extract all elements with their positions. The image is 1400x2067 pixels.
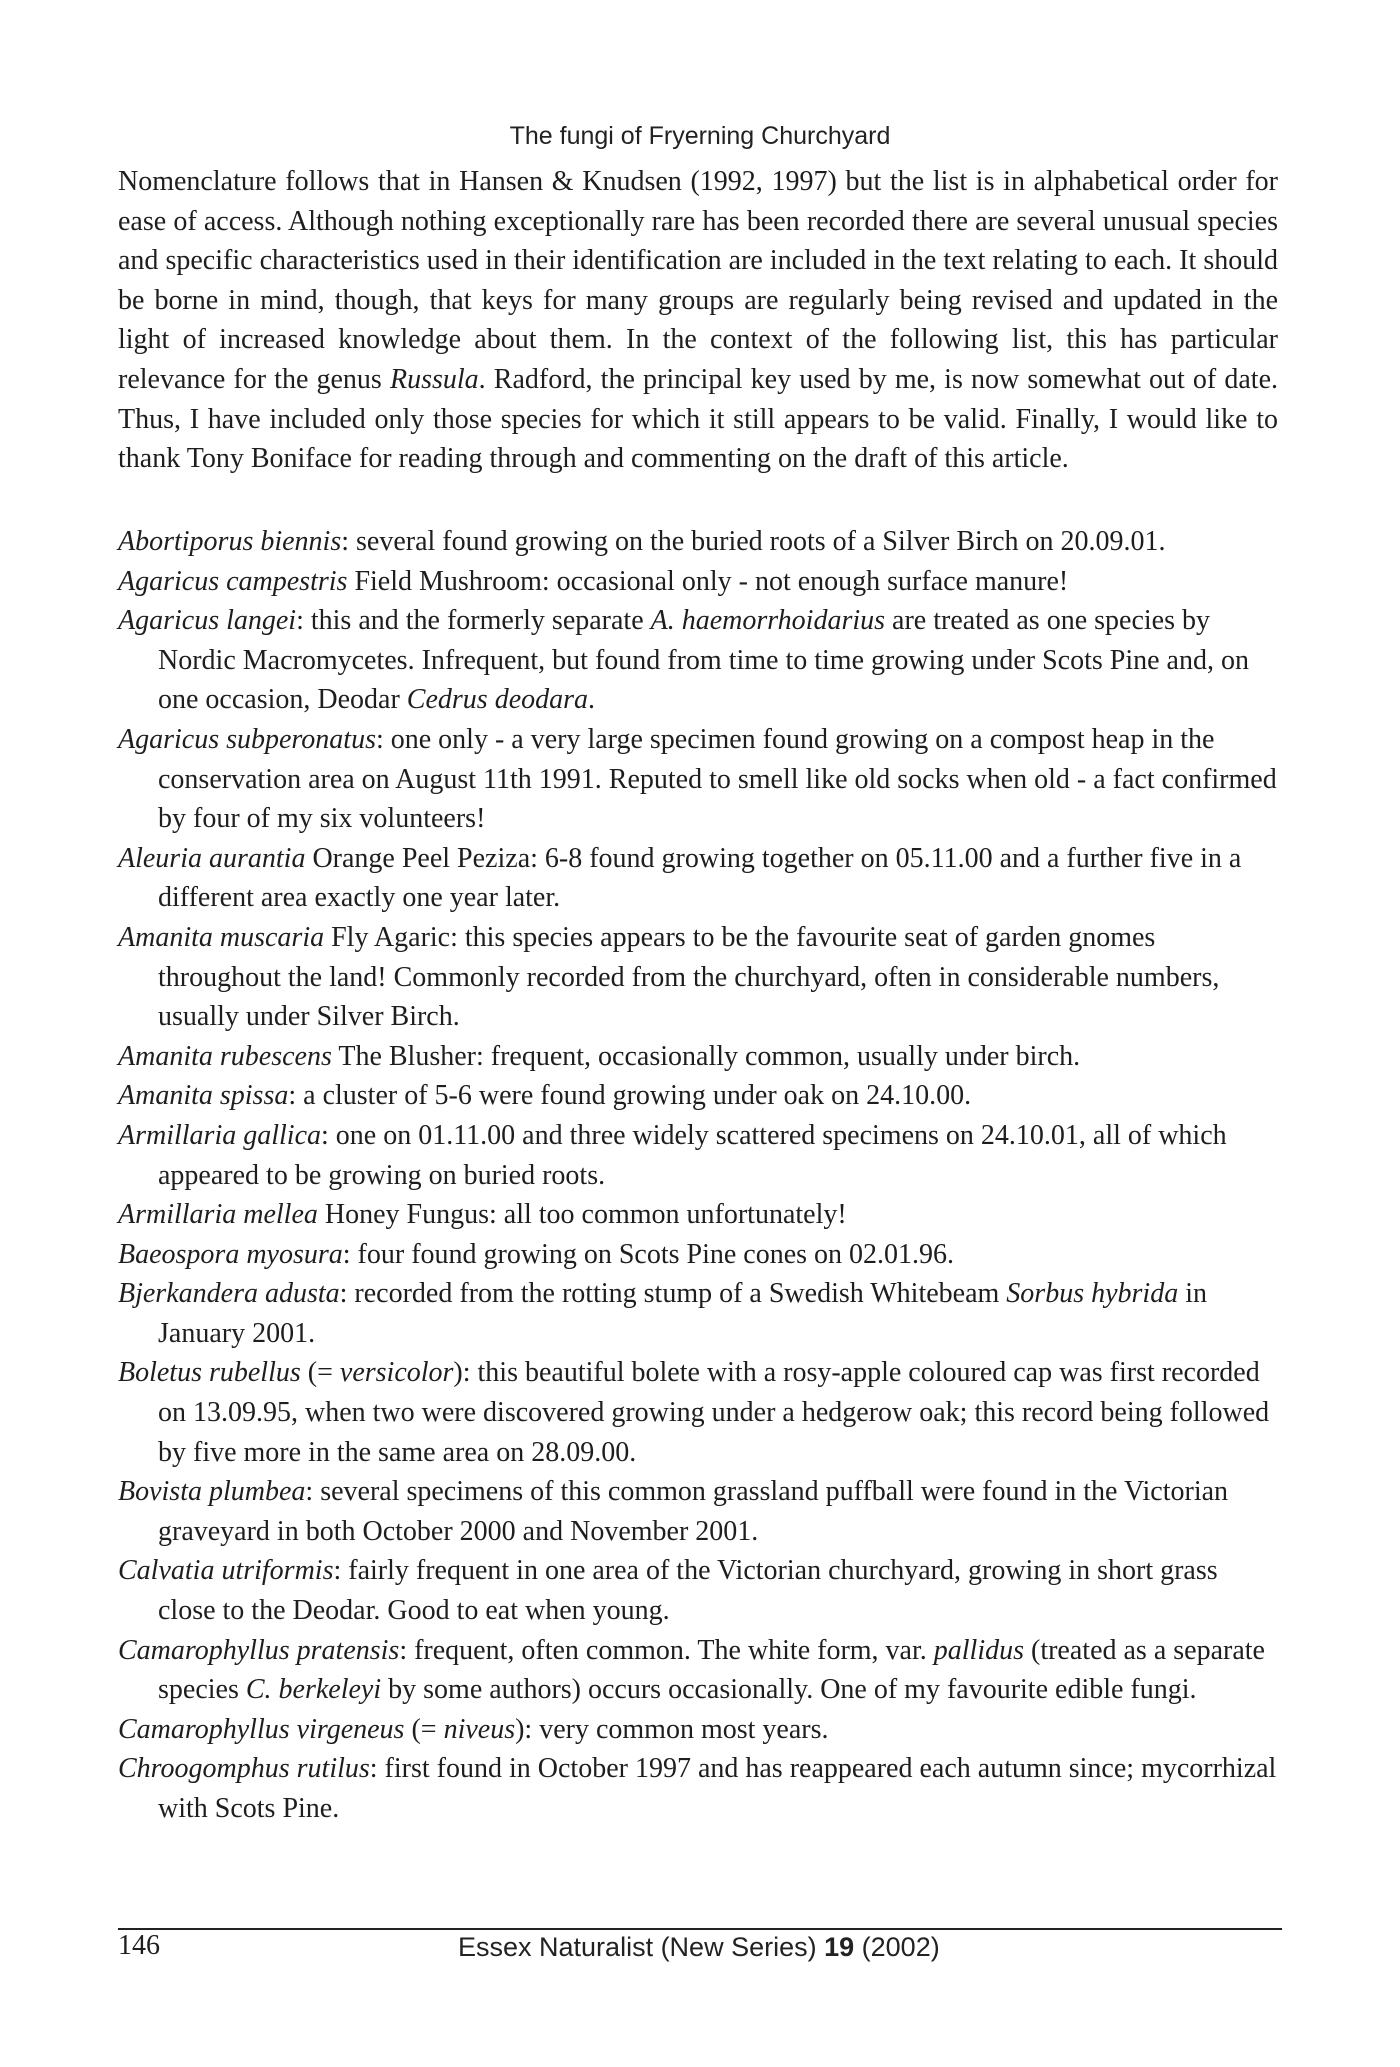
- species-description: by some authors) occurs occasionally. One of my favourite edible fungi.: [381, 1674, 1197, 1706]
- species-entry-amanita-muscaria: [118, 918, 1278, 1037]
- species-entry-baeospora: [118, 1235, 1278, 1275]
- species-description: : several found growing on the buried roots of a Silver Birch on 20.09.01.: [341, 526, 1166, 557]
- species-description: : fairly frequent in one area of the Victorian churchyard, growing in short grass close to the Deodar. Good to eat when young.: [158, 1555, 1218, 1627]
- species-description: Field Mushroom: occasional only - not enough surface manure!: [347, 565, 1069, 597]
- species-description: (=: [404, 1713, 444, 1745]
- species-name: Cedrus deodara: [406, 684, 589, 716]
- intro-text-before-genus: Nomenclature follows that in Hansen & Knudsen (1992, 1997) but the list is in alphabetical order for ease of access. Although nothing exceptionally rare has been recorded there are several unusual species and specific characteristics used in their identification are included in the text relating to each. It should be borne in mind, though, that keys for many groups are regularly being revised and updated in the light of increased knowledge about them. In the context of the following list, this has particular relevance for the genus: [118, 166, 1278, 395]
- species-description: Fly Agaric: this species appears to be the favourite seat of garden gnomes throughout the land! Commonly recorded from the churchyard, often in considerable numbers, usually under Silver Birch.: [158, 921, 1220, 1033]
- species-name: Chroogomphus rutilus: [118, 1753, 370, 1785]
- species-name: Bovista plumbea: [118, 1476, 306, 1508]
- species-name: A. haemorrhoidarius: [650, 605, 886, 637]
- species-name: pallidus: [933, 1634, 1024, 1666]
- species-name: Calvatia utriformis: [118, 1555, 334, 1587]
- species-description: are treated as one species by Nordic Macromycetes. Infrequent, but found from time to time growing under Scots Pine and, on one occasion, Deodar: [158, 605, 1249, 716]
- footer-rule: [118, 1928, 1282, 1930]
- species-description: (treated as a separate species: [158, 1634, 1265, 1706]
- species-entry-calvatia: [118, 1551, 1278, 1630]
- species-name: Camarophyllus virgeneus: [118, 1713, 405, 1745]
- species-name: Agaricus langei: [118, 605, 297, 637]
- species-entry-aleuria: [118, 839, 1278, 918]
- species-description: in January 2001.: [158, 1278, 1207, 1349]
- species-description: : a cluster of 5-6 were found growing under oak on 24.10.00.: [288, 1080, 972, 1112]
- species-name: Agaricus subperonatus: [118, 723, 376, 755]
- species-description: : recorded from the rotting stump of a Swedish Whitebeam: [339, 1278, 1007, 1310]
- species-entry-agaricus-subperonatus: [118, 720, 1278, 839]
- species-name: Amanita muscaria: [118, 921, 325, 953]
- species-description: Honey Fungus: all too common unfortunately!: [317, 1199, 847, 1231]
- species-name: Armillaria mellea: [118, 1199, 318, 1231]
- species-description: ): very common most years.: [515, 1713, 829, 1745]
- species-description: : several specimens of this common grassland puffball were found in the Victorian graveyard in both October 2000 and November 2001.: [158, 1476, 1229, 1547]
- running-title: The fungi of Fryerning Churchyard: [509, 122, 891, 150]
- species-name: C. berkeleyi: [245, 1674, 382, 1706]
- species-entry-camarophyllus-virgeneus: [118, 1710, 1278, 1750]
- page-number: 146: [118, 1930, 160, 1961]
- species-name: Armillaria gallica: [118, 1119, 321, 1151]
- species-description: ): this beautiful bolete with a rosy-apple coloured cap was first recorded on 13.09.95, when two were discovered growing under a hedgerow oak; this record being followed by five more in the same area on 28.09.00.: [158, 1357, 1270, 1468]
- species-name: Bjerkandera adusta: [118, 1278, 340, 1310]
- species-entry-armillaria-gallica: [118, 1116, 1278, 1195]
- species-entry-camarophyllus-pratensis: [118, 1631, 1278, 1710]
- species-description: Orange Peel Peziza: 6-8 found growing together on 05.11.00 and a further five in a different area exactly one year later.: [158, 842, 1242, 914]
- species-name: Sorbus hybrida: [1006, 1278, 1179, 1310]
- species-entry-amanita-rubescens: [118, 1037, 1278, 1077]
- species-description: : one on 01.11.00 and three widely scattered specimens on 24.10.01, all of which appeared to be growing on buried roots.: [158, 1119, 1227, 1191]
- journal-title: Essex Naturalist (New Series): [458, 1932, 825, 1962]
- species-description: (=: [300, 1357, 340, 1389]
- species-list: [118, 522, 1278, 1829]
- species-entry-abortiporus: [118, 522, 1278, 562]
- species-entry-agaricus-campestris: [118, 562, 1278, 602]
- species-name: Agaricus campestris: [118, 565, 348, 597]
- species-name: Abortiporus biennis: [118, 526, 342, 557]
- intro-text-after-genus: . Radford, the principal key used by me, is now somewhat out of date. Thus, I have included only those species for which it still appears to be valid. Finally, I would like to thank Tony Boniface for reading through and commenting on the draft of this article.: [118, 363, 1279, 475]
- species-name: Camarophyllus pratensis: [118, 1634, 400, 1666]
- species-name: Amanita spissa: [118, 1080, 289, 1112]
- species-name: Amanita rubescens: [118, 1040, 332, 1072]
- species-description: : frequent, often common. The white form, var.: [399, 1634, 934, 1666]
- species-name: Baeospora myosura: [118, 1238, 343, 1270]
- species-entry-boletus-rubellus: [118, 1353, 1278, 1472]
- intro-paragraph: [118, 162, 1278, 479]
- species-name: versicolor: [339, 1357, 454, 1389]
- journal-year: (2002): [854, 1932, 940, 1962]
- species-description: The Blusher: frequent, occasionally common, usually under birch.: [331, 1040, 1081, 1072]
- species-entry-armillaria-mellea: [118, 1195, 1278, 1235]
- intro-genus-name: Russula: [389, 363, 479, 395]
- species-name: niveus: [443, 1713, 516, 1745]
- species-entry-amanita-spissa: [118, 1076, 1278, 1116]
- species-name: Aleuria aurantia: [118, 842, 306, 874]
- journal-citation: [458, 1932, 940, 1963]
- species-name: Boletus rubellus: [118, 1357, 301, 1389]
- journal-volume: 19: [824, 1932, 855, 1962]
- species-entry-chroogomphus: [118, 1749, 1278, 1828]
- species-description: .: [588, 684, 596, 716]
- species-description: : one only - a very large specimen found growing on a compost heap in the conservation area on August 11th 1991. Reputed to smell like old socks when old - a fact confirmed by four of my six volunteers!: [158, 723, 1277, 835]
- species-description: : this and the formerly separate: [296, 605, 651, 637]
- species-description: : first found in October 1997 and has reappeared each autumn since; mycorrhizal with Scots Pine.: [158, 1753, 1277, 1824]
- species-entry-bjerkandera: [118, 1274, 1278, 1353]
- species-description: : four found growing on Scots Pine cones on 02.01.96.: [342, 1238, 955, 1270]
- species-entry-bovista: [118, 1472, 1278, 1551]
- species-entry-agaricus-langei: [118, 601, 1278, 720]
